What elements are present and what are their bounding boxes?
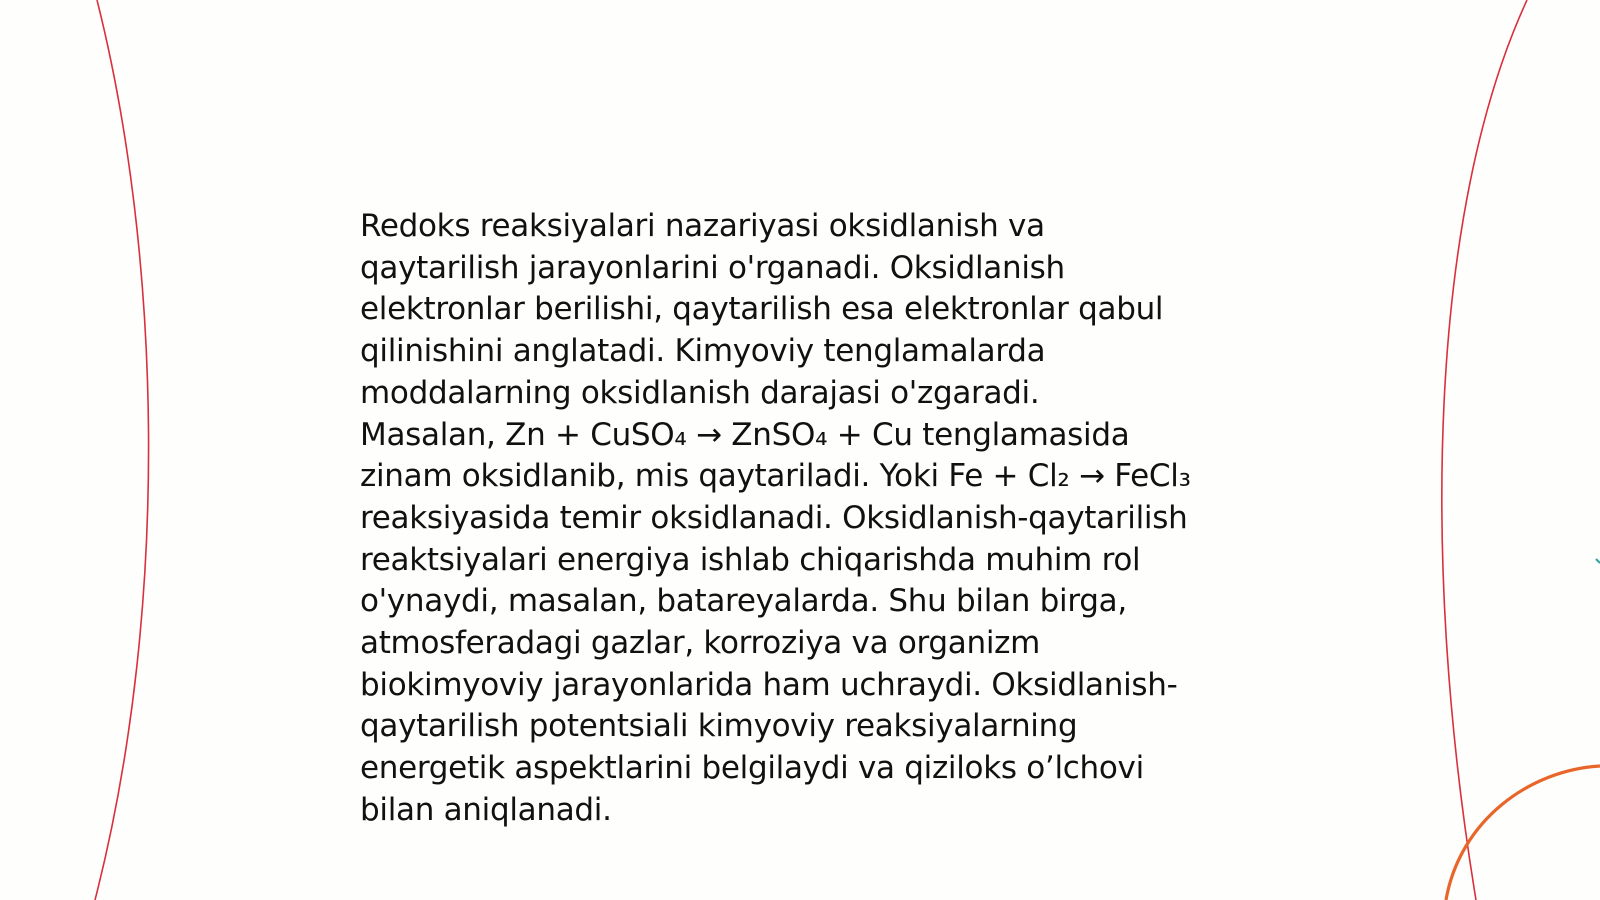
paragraph-line: qaytarilish jarayonlarini o'rganadi. Oksidlanish xyxy=(360,249,1065,286)
paragraph-line: o'ynaydi, masalan, batareyalarda. Shu bilan birga, xyxy=(360,583,1127,620)
paragraph-line: qilinishini anglatadi. Kimyoviy tenglamalarda xyxy=(360,333,1046,370)
paragraph-line: Masalan, Zn + CuSO₄ → ZnSO₄ + Cu tenglamasida xyxy=(360,416,1130,453)
paragraph-line: qaytarilish potentsiali kimyoviy reaksiyalarning xyxy=(360,708,1078,745)
paragraph-line: biokimyoviy jarayonlarida ham uchraydi. Oksidlanish- xyxy=(360,666,1178,703)
teal-accent-mark xyxy=(1596,559,1600,563)
body-paragraph xyxy=(360,206,1260,832)
paragraph-line: energetik aspektlarini belgilaydi va qiziloks o’lchovi xyxy=(360,750,1144,787)
orange-arc xyxy=(1446,766,1600,900)
paragraph-line: Redoks reaksiyalari nazariyasi oksidlanish va xyxy=(360,208,1045,244)
paragraph-line: reaksiyasida temir oksidlanadi. Oksidlanish-qaytarilish xyxy=(360,499,1188,536)
paragraph-line: elektronlar berilishi, qaytarilish esa elektronlar qabul xyxy=(360,291,1164,328)
paragraph-line: atmosferadagi gazlar, korroziya va organizm xyxy=(360,625,1041,662)
paragraph-line: bilan aniqlanadi. xyxy=(360,791,612,828)
paragraph-line: moddalarning oksidlanish darajasi o'zgaradi. xyxy=(360,374,1040,411)
right-curved-line xyxy=(1442,0,1527,900)
paragraph-line: reaktsiyalari energiya ishlab chiqarishda muhim rol xyxy=(360,541,1141,578)
paragraph-line: zinam oksidlanib, mis qaytariladi. Yoki Fe + Cl₂ → FeCl₃ xyxy=(360,458,1191,495)
left-curved-line xyxy=(95,0,149,900)
